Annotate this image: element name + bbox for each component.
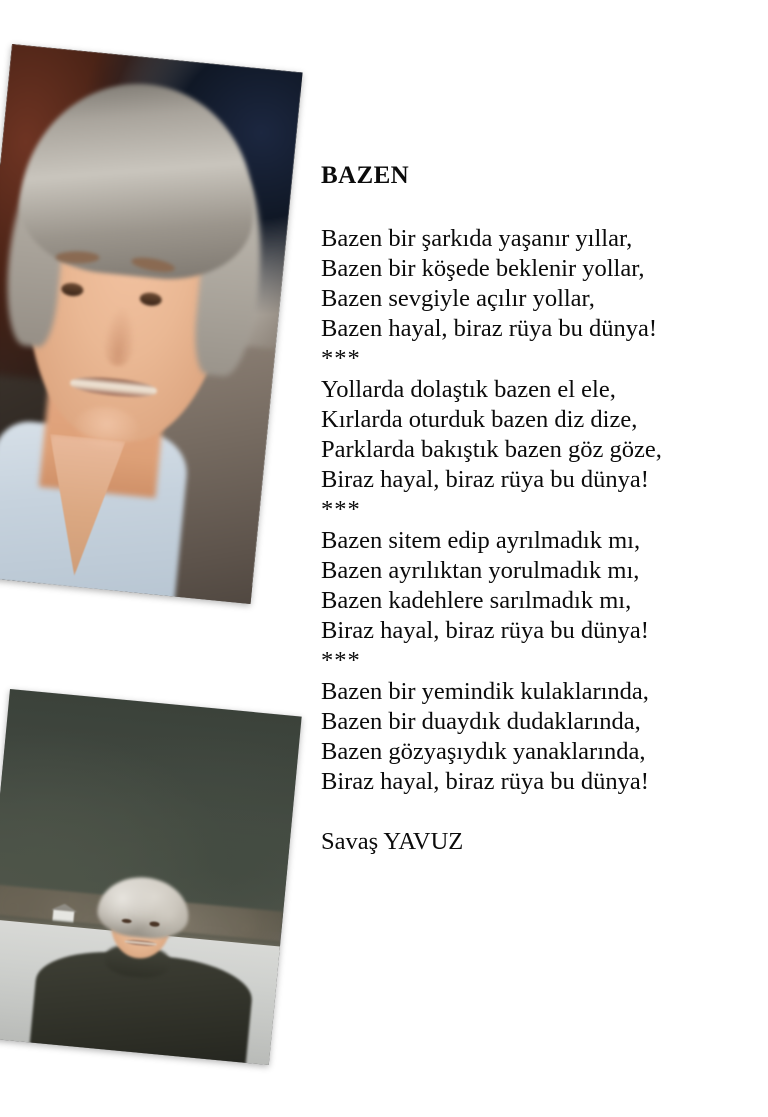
poem-title: BAZEN <box>321 162 410 189</box>
poem-line: Bazen hayal, biraz rüya bu dünya! <box>321 315 658 343</box>
photo-portrait-top <box>0 44 303 604</box>
photo-portrait-bottom-content <box>0 689 302 1065</box>
poem-line: Bazen bir köşede beklenir yollar, <box>321 254 645 282</box>
poem-line: Biraz hayal, biraz rüya bu dünya! <box>321 768 649 796</box>
portrait-top-softening-overlay <box>0 44 303 604</box>
poem-line: Bazen gözyaşıydık yanaklarında, <box>321 737 646 765</box>
poem-line: Biraz hayal, biraz rüya bu dünya! <box>321 466 649 494</box>
stanza-separator: *** <box>321 647 361 675</box>
poem-stanza-2 <box>321 375 751 496</box>
photo-portrait-bottom <box>0 689 302 1065</box>
poem-line: Bazen sevgiyle açılır yollar, <box>321 284 595 312</box>
poem-line: Bazen kadehlere sarılmadık mı, <box>321 586 632 614</box>
poem-stanza-3 <box>321 526 751 647</box>
poem-line: Bazen ayrılıktan yorulmadık mı, <box>321 556 640 584</box>
poem-stanza-4 <box>321 677 751 798</box>
poem-line: Bazen sitem edip ayrılmadık mı, <box>321 526 641 554</box>
portrait-bottom-eye-right <box>149 922 159 927</box>
poem-line: Bazen bir yemindik kulaklarında, <box>321 677 649 705</box>
poem-stanza-1 <box>321 224 751 345</box>
photo-portrait-top-content <box>0 44 303 604</box>
poem-line: Bazen bir duaydık dudaklarında, <box>321 707 641 735</box>
poem-column <box>321 162 751 858</box>
poem-line: Bazen bir şarkıda yaşanır yıllar, <box>321 224 633 252</box>
portrait-bottom-eye-left <box>122 918 132 923</box>
poem-author: Savaş YAVUZ <box>321 828 464 856</box>
poem-line: Parklarda bakıştık bazen göz göze, <box>321 435 662 463</box>
stanza-separator: *** <box>321 496 361 524</box>
poem-line: Kırlarda oturduk bazen diz dize, <box>321 405 638 433</box>
poem-line: Biraz hayal, biraz rüya bu dünya! <box>321 617 649 645</box>
stanza-separator: *** <box>321 345 361 373</box>
poem-line: Yollarda dolaştık bazen el ele, <box>321 375 616 403</box>
